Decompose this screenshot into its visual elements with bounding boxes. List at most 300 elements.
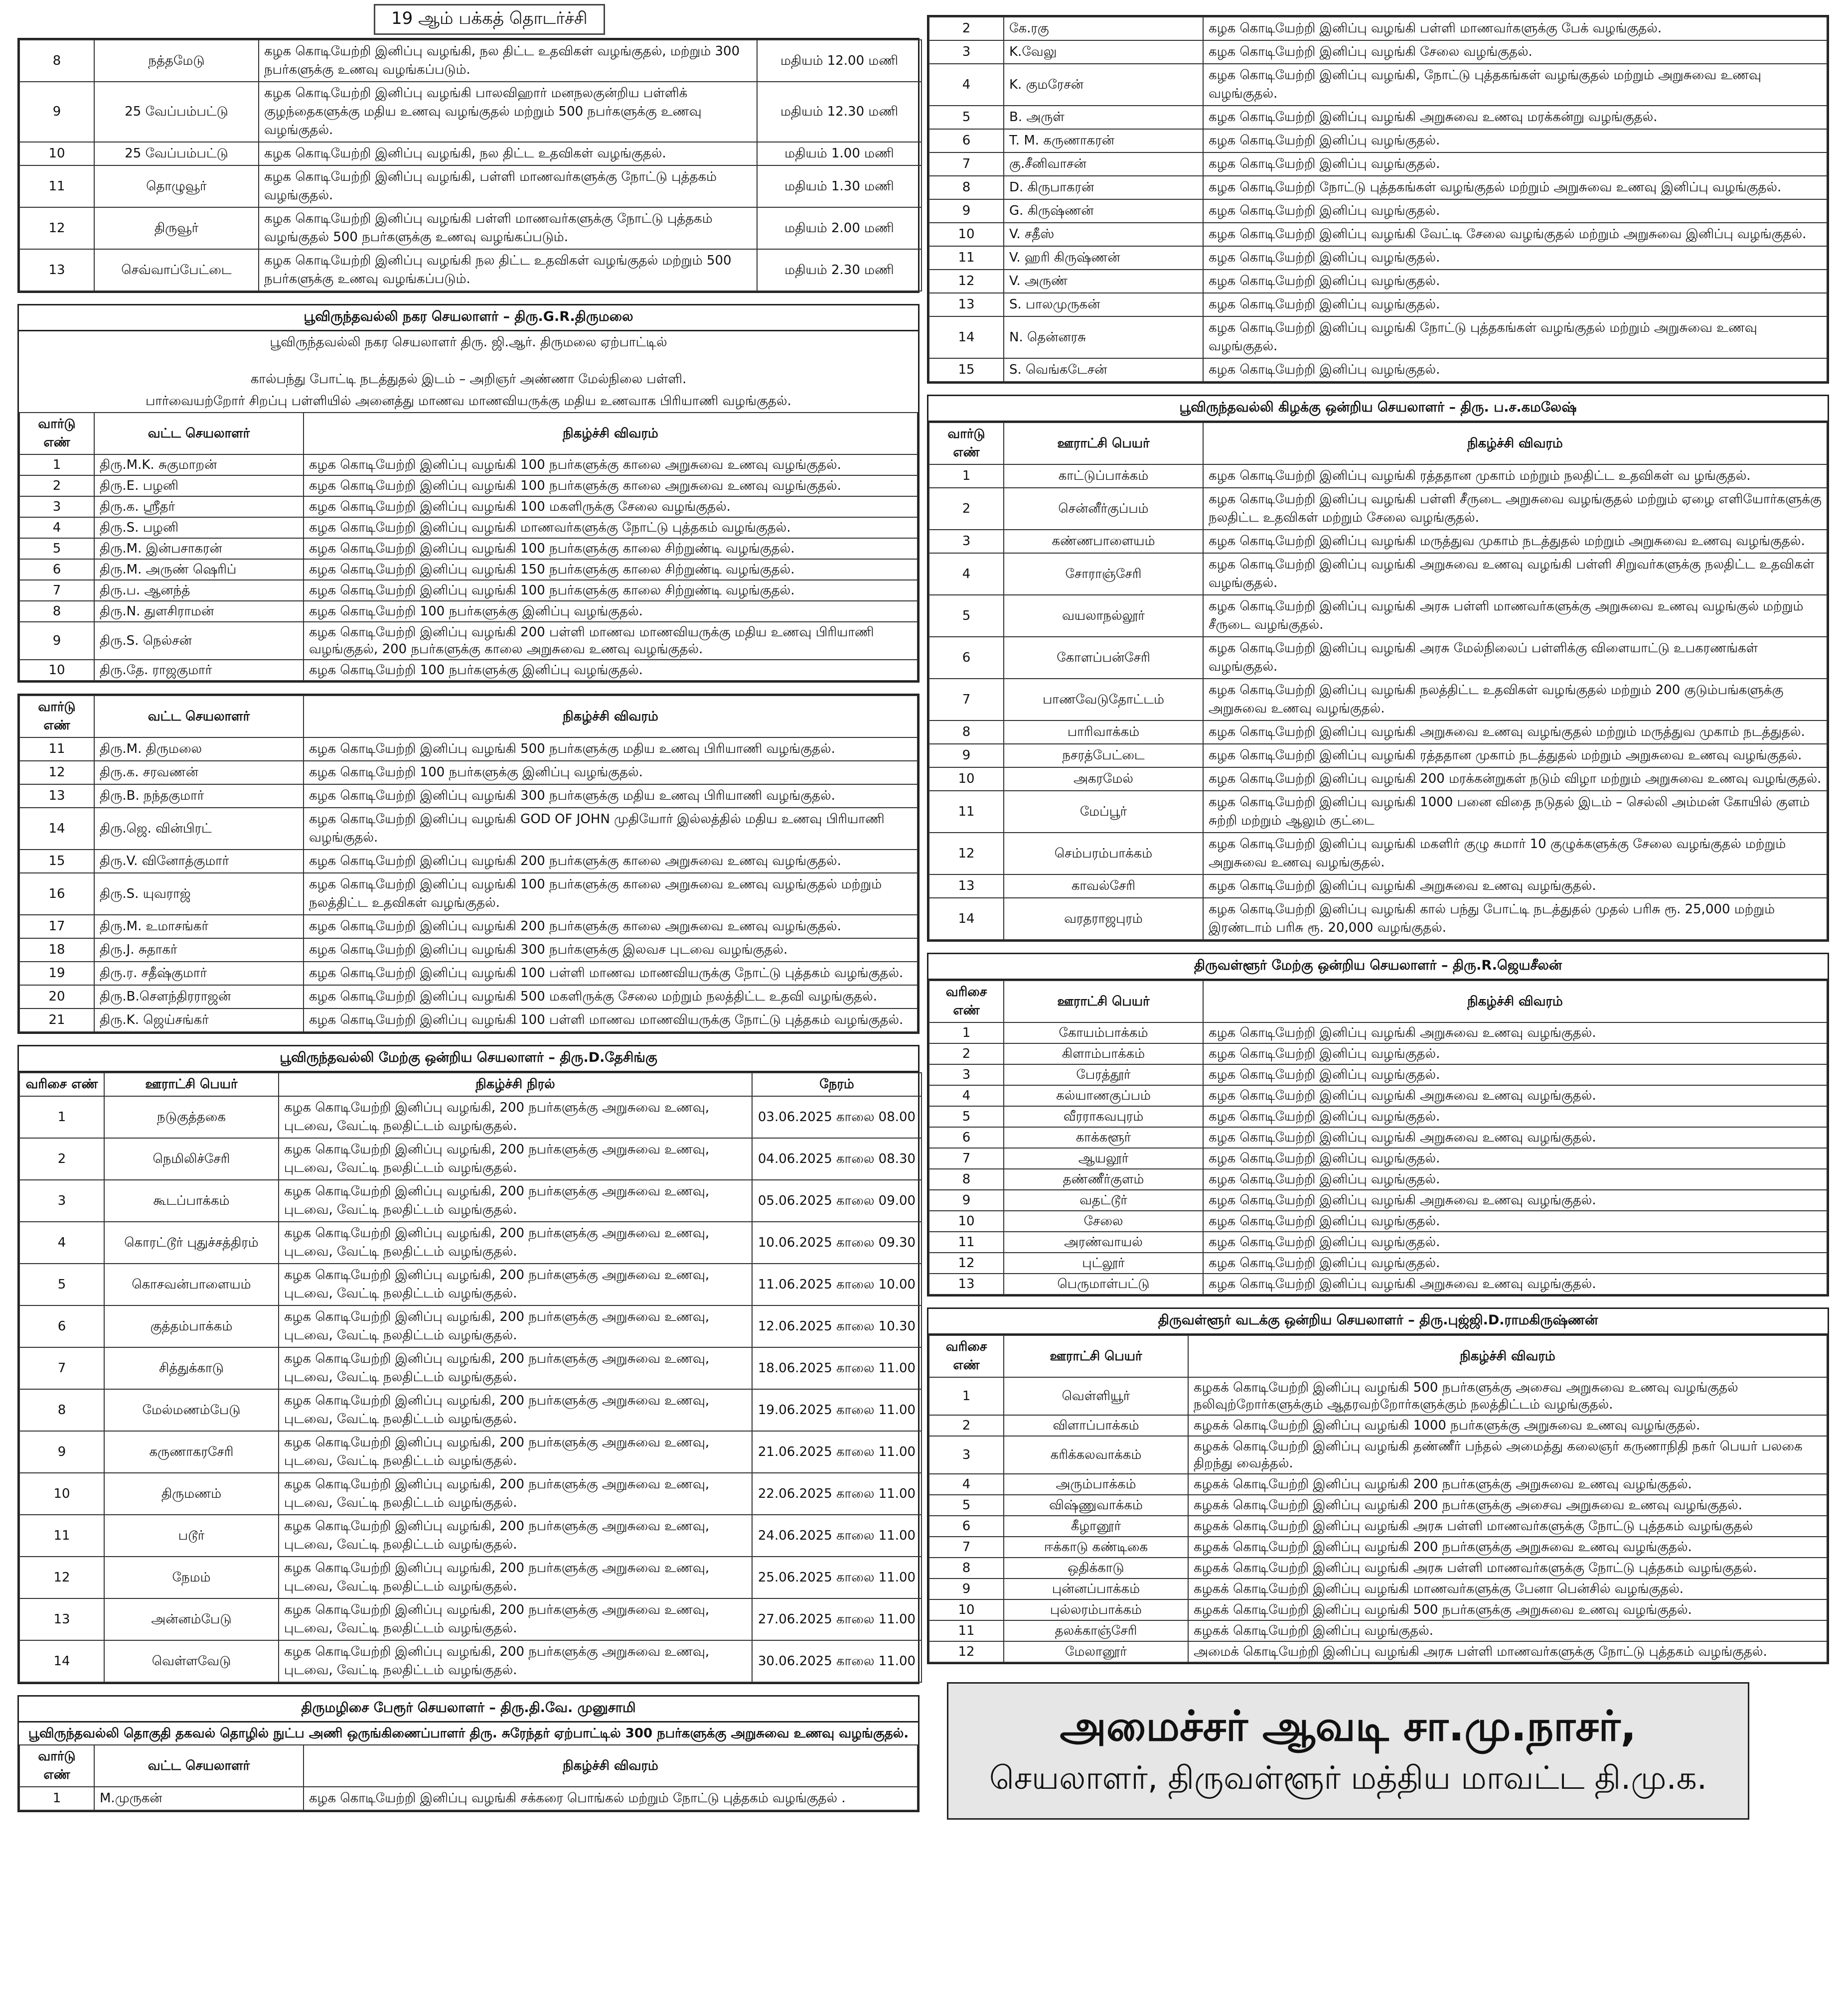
table-cell: 7 — [19, 1347, 104, 1389]
table-cell: 10 — [929, 1211, 1004, 1232]
table-cell: வெள்ளியூர் — [1004, 1377, 1188, 1415]
table-cell: கழக கொடியேற்றி இனிப்பு வழங்கி 300 நபர்களுக்கு இலவச புடவை வழங்குதல். — [304, 938, 918, 962]
table-cell: S. பாலமுருகன் — [1004, 293, 1203, 316]
table-cell: திரு.ப. ஆனந்த் — [94, 580, 304, 601]
table-row — [929, 17, 1827, 40]
table-cell: 5 — [929, 1106, 1004, 1127]
table-cell: 4 — [19, 1222, 104, 1264]
table-row — [929, 1415, 1827, 1436]
table-cell: 2 — [929, 1415, 1004, 1436]
col-header: ஊராட்சி பெயர் — [1004, 981, 1203, 1022]
table-cell: கழக கொடியேற்றி இனிப்பு வழங்கி ரத்ததான முகாம் நடத்துதல் மற்றும் அறுசுவை உணவு வழங்குதல். — [1203, 744, 1827, 767]
table-row — [929, 270, 1827, 293]
table-cell: திரு.E. பழனி — [94, 475, 304, 496]
table-cell: திருமணம் — [104, 1473, 279, 1515]
table-row — [929, 223, 1827, 246]
table-cell: திரு.ஜெ. வின்பிரட் — [94, 808, 304, 850]
table-cell: 11 — [19, 737, 94, 761]
col-header: வரிசை எண் — [19, 1073, 104, 1096]
table-cell: கழக கொடியேற்றி இனிப்பு வழங்கி 100 நபர்களுக்கு காலை அறுசுவை உணவு வழங்குதல். — [304, 475, 918, 496]
table-cell: 4 — [929, 1085, 1004, 1106]
table-row — [929, 744, 1827, 767]
table-cell: 8 — [929, 720, 1004, 744]
table-cell: கழக கொடியேற்றி இனிப்பு வழங்கி, 200 நபர்களுக்கு அறுசுவை உணவு, புடவை, வேட்டி நலதிட்டம் வழங்குதல். — [279, 1180, 752, 1222]
table-cell: 10 — [929, 767, 1004, 791]
table-cell: 8 — [929, 176, 1004, 199]
table-cell: கழக கொடியேற்றி இனிப்பு வழங்குதல். — [1203, 1064, 1827, 1085]
table-cell: 4 — [929, 64, 1004, 106]
table-cell: கிளாம்பாக்கம் — [1004, 1043, 1203, 1064]
table-cell: மேப்பூர் — [1004, 791, 1203, 833]
table-row — [929, 1558, 1827, 1579]
table-cell: திரு.S. நெல்சன் — [94, 622, 304, 660]
table-cell: 25 வேப்பம்பட்டு — [94, 82, 259, 142]
table-row — [929, 152, 1827, 176]
table-row — [19, 622, 918, 660]
table-cell: 1 — [929, 1022, 1004, 1043]
table-cell: கழக கொடியேற்றி இனிப்பு வழங்கி 500 மகளிருக்கு சேலை மற்றும் நலத்திட்ட உதவி வழங்குதல். — [304, 985, 918, 1008]
table-cell: கண்ணபாளையம் — [1004, 530, 1203, 553]
table-cell: கரிக்கலவாக்கம் — [1004, 1436, 1188, 1474]
table-cell: 6 — [929, 129, 1004, 152]
section-title: பூவிருந்தவல்லி மேற்கு ஒன்றிய செயலாளர் – திரு.D.தேசிங்கு — [19, 1046, 918, 1072]
table-7 — [928, 980, 1828, 1295]
section-note: பார்வையற்றோர் சிறப்பு பள்ளியில் அனைத்து மாணவ மாணவியருக்கு மதிய உணவாக பிரியாணி வழங்குதல். — [146, 394, 791, 409]
table-cell: 12.06.2025 காலை 10.30 — [752, 1305, 922, 1347]
table-cell: வெள்ளவேடு — [104, 1640, 279, 1682]
table-cell: 10 — [929, 223, 1004, 246]
table-cell: கழக கொடியேற்றி இனிப்பு வழங்கி, 200 நபர்களுக்கு அறுசுவை உணவு, புடவை, வேட்டி நலதிட்டம் வழங்குதல். — [279, 1264, 752, 1305]
table-cell: 3 — [929, 530, 1004, 553]
table-row — [19, 454, 918, 475]
table-cell: 6 — [19, 1305, 104, 1347]
table-cell: காவல்சேரி — [1004, 874, 1203, 898]
table-row — [19, 784, 918, 808]
table-cell: திரு.B.சௌந்திரராஜன் — [94, 985, 304, 1008]
table-cell: கழகக் கொடியேற்றி இனிப்பு வழங்கி அரசு பள்ளி மாணவர்களுக்கு நோட்டு புத்தகம் வழங்குதல் — [1188, 1516, 1827, 1537]
table-cell: கழகக் கொடியேற்றி இனிப்பு வழங்கி 500 நபர்களுக்கு அறுசுவை உணவு வழங்குதல். — [1188, 1599, 1827, 1620]
table-cell: கழக கொடியேற்றி இனிப்பு வழங்கி பாலவிஹார் மனநலகுன்றிய பள்ளிக் குழந்தைகளுக்கு மதிய உணவு வழங்குதல் மற்றும் 500 நபர்களுக்கு உணவு வழங்குதல். — [259, 82, 757, 142]
table-cell: V. ஹரி கிருஷ்ணன் — [1004, 246, 1203, 270]
table-row — [19, 1598, 922, 1640]
table-row — [19, 1347, 922, 1389]
table-row — [929, 1253, 1827, 1274]
col-header: நிகழ்ச்சி விவரம் — [304, 696, 918, 737]
table-cell: 3 — [929, 40, 1004, 64]
table-row — [19, 1008, 918, 1032]
table-cell: 4 — [19, 517, 94, 538]
table-cell: மேல்மணம்பேடு — [104, 1389, 279, 1431]
table-cell: கழக கொடியேற்றி இனிப்பு வழங்கி மகளிர் குழு சுமார் 10 குழுக்களுக்கு சேலை வழங்குதல் மற்றும் அறுசுவை உணவு வழங்குதல். — [1203, 833, 1827, 874]
table-cell: கழகக் கொடியேற்றி இனிப்பு வழங்கி 1000 நபர்களுக்கு அறுசுவை உணவு வழங்குதல். — [1188, 1415, 1827, 1436]
table-cell: கழக கொடியேற்றி இனிப்பு வழங்குதல். — [1203, 1232, 1827, 1253]
table-row — [929, 1148, 1827, 1169]
table-6 — [928, 422, 1828, 940]
table-cell: கழக கொடியேற்றி இனிப்பு வழங்கி வேட்டி சேலை வழங்குதல் மற்றும் அறுசுவை இனிப்பு வழங்குதல். — [1203, 223, 1827, 246]
table-cell: கழகக் கொடியேற்றி இனிப்பு வழங்கி தண்ணீர் பந்தல் அமைத்து கலைஞர் கருணாநிதி நகர் பெயர் பலகை திறந்து வைத்தல். — [1188, 1436, 1827, 1474]
table-row — [19, 1222, 922, 1264]
table-row — [19, 538, 918, 559]
table-cell: கழக கொடியேற்றி இனிப்பு வழங்கி 500 நபர்களுக்கு மதிய உணவு பிரியாணி வழங்குதல். — [304, 737, 918, 761]
table-cell: 14 — [929, 316, 1004, 358]
section-note: பூவிருந்தவல்லி நகர செயலாளர் திரு. ஜி.ஆர். திருமலை ஏற்பாட்டில் — [270, 335, 667, 350]
section-note: பூவிருந்தவல்லி தொகுதி தகவல் தொழில் நுட்ப அணி ஒருங்கிணைப்பாளர் திரு. சுரேந்தர் ஏற்பாட்டில் 300 நபர்களுக்கு அறுசுவை உணவு வழங்குதல். — [28, 1726, 909, 1741]
minister-name: அமைச்சர் ஆவடி சா.மு.நாசர், — [1060, 1702, 1637, 1750]
table-cell: மதியம் 12.00 மணி — [757, 40, 922, 82]
table-row — [19, 559, 918, 580]
table-row — [19, 962, 918, 985]
table-cell: 9 — [929, 1579, 1004, 1599]
table-row — [929, 358, 1827, 382]
table-cell: கழக கொடியேற்றி இனிப்பு வழங்கி, 200 நபர்களுக்கு அறுசுவை உணவு, புடவை, வேட்டி நலதிட்டம் வழங்குதல். — [279, 1431, 752, 1473]
table-cell: 10 — [19, 142, 94, 165]
table-cell: 11.06.2025 காலை 10.00 — [752, 1264, 922, 1305]
table-cell: 15 — [929, 358, 1004, 382]
table-cell: கழகக் கொடியேற்றி இனிப்பு வழங்கி 200 நபர்களுக்கு அறுசுவை உணவு வழங்குதல். — [1188, 1474, 1827, 1495]
table-cell: 9 — [19, 1431, 104, 1473]
table-cell: திரு.S. பழனி — [94, 517, 304, 538]
table-cell: நடுகுத்தகை — [104, 1096, 279, 1138]
table-row — [929, 464, 1827, 488]
table-cell: கு.சீனிவாசன் — [1004, 152, 1203, 176]
table-row — [19, 580, 918, 601]
table-cell: 21 — [19, 1008, 94, 1032]
table-cell: கழக கொடியேற்றி 100 நபர்களுக்கு இனிப்பு வழங்குதல். — [304, 601, 918, 622]
col-header: வட்ட செயலாளர் — [94, 1745, 304, 1787]
table-cell: புட்லூர் — [1004, 1253, 1203, 1274]
table-cell: 8 — [19, 40, 94, 82]
table-cell: 6 — [929, 637, 1004, 679]
table-cell: 2 — [929, 1043, 1004, 1064]
table-row — [929, 1190, 1827, 1211]
table-cell: கோளப்பன்சேரி — [1004, 637, 1203, 679]
table-cell: கழக கொடியேற்றி இனிப்பு வழங்குதல். — [1203, 199, 1827, 223]
table-cell: சேலை — [1004, 1211, 1203, 1232]
designation: செயலாளர், திருவள்ளூர் மத்திய மாவட்ட தி.மு.க. — [989, 1760, 1707, 1797]
table-cell: கழக கொடியேற்றி இனிப்பு வழங்குதல். — [1203, 1106, 1827, 1127]
col-header: ஊராட்சி பெயர் — [1004, 1335, 1188, 1377]
table-row — [929, 106, 1827, 129]
table-cell: கழக கொடியேற்றி இனிப்பு வழங்கி 100 நபர்களுக்கு காலை அறுசுவை உணவு வழங்குதல் மற்றும் நலத்திட்ட உதவிகள் வழங்குதல். — [304, 873, 918, 915]
table-cell: 10 — [19, 1473, 104, 1515]
table-cell: வதட்டூர் — [1004, 1190, 1203, 1211]
table-cell: V. சதீஸ் — [1004, 223, 1203, 246]
table-cell: 1 — [929, 464, 1004, 488]
table-cell: கழக கொடியேற்றி இனிப்பு வழங்கி 100 பள்ளி மாணவ மாணவியருக்கு நோட்டு புத்தகம் வழங்குதல். — [304, 962, 918, 985]
table-cell: கழக கொடியேற்றி இனிப்பு வழங்கி, 200 நபர்களுக்கு அறுசுவை உணவு, புடவை, வேட்டி நலதிட்டம் வழங்குதல். — [279, 1305, 752, 1347]
table-cell: கழக கொடியேற்றி இனிப்பு வழங்கி அறுசுவை உணவு வழங்குதல். — [1203, 1085, 1827, 1106]
col-header: நிகழ்ச்சி விவரம் — [304, 413, 918, 454]
table-cell: கழக கொடியேற்றி இனிப்பு வழங்கி 100 நபர்களுக்கு காலை சிற்றுண்டி வழங்குதல். — [304, 580, 918, 601]
table-cell: 13 — [19, 784, 94, 808]
table-3 — [19, 1072, 922, 1683]
table-cell: 12 — [19, 1557, 104, 1598]
table-cell: 11 — [19, 1515, 104, 1557]
table-cell: திரு.க. ஸ்ரீதர் — [94, 496, 304, 517]
col-header: ஊராட்சி பெயர் — [104, 1073, 279, 1096]
table-cell: கழக கொடியேற்றி இனிப்பு வழங்கி சேலை வழங்குதல். — [1203, 40, 1827, 64]
table-cell: 11 — [929, 1620, 1004, 1641]
table-cell: 5 — [929, 106, 1004, 129]
table-cell: கல்யாணகுப்பம் — [1004, 1085, 1203, 1106]
table-cell: கழக கொடியேற்றி இனிப்பு வழங்குதல். — [1203, 129, 1827, 152]
table-cell: மதியம் 2.00 மணி — [757, 207, 922, 249]
table-cell: திருவூர் — [94, 207, 259, 249]
table-row — [19, 1264, 922, 1305]
table-cell: குத்தம்பாக்கம் — [104, 1305, 279, 1347]
table-cell: பெருமாள்பட்டு — [1004, 1274, 1203, 1295]
continuation-tag: 19 ஆம் பக்கத் தொடர்ச்சி — [374, 4, 605, 35]
table-cell: செம்பரம்பாக்கம் — [1004, 833, 1203, 874]
table-cell: பாணவேடுதோட்டம் — [1004, 679, 1203, 720]
table-cell: கழக கொடியேற்றி இனிப்பு வழங்கி 150 நபர்களுக்கு காலை சிற்றுண்டி வழங்குதல். — [304, 559, 918, 580]
table-cell: கழக கொடியேற்றி இனிப்பு வழங்குதல். — [1203, 1211, 1827, 1232]
table-cell: 3 — [19, 496, 94, 517]
table-cell: 4 — [929, 553, 1004, 595]
table-block-8 — [927, 1307, 1829, 1664]
table-cell: கழக கொடியேற்றி இனிப்பு வழங்கி, நல திட்ட உதவிகள் வழங்குதல். — [259, 142, 757, 165]
table-row — [19, 1431, 922, 1473]
table-cell: கழக கொடியேற்றி இனிப்பு வழங்கி அறுசுவை உணவு வழங்குதல். — [1203, 1127, 1827, 1148]
table-row — [19, 873, 918, 915]
col-header: ஊராட்சி பெயர் — [1004, 423, 1203, 464]
table-row — [929, 1169, 1827, 1190]
table-cell: திரு.V. வினோத்குமார் — [94, 850, 304, 873]
col-header: நிகழ்ச்சி விவரம் — [1203, 981, 1827, 1022]
table-cell: கழகக் கொடியேற்றி இனிப்பு வழங்கி 200 நபர்களுக்கு அறுசுவை உணவு வழங்குதல். — [1188, 1537, 1827, 1558]
table-cell: 3 — [929, 1436, 1004, 1474]
table-cell: கழக கொடியேற்றி இனிப்பு வழங்கி, 200 நபர்களுக்கு அறுசுவை உணவு, புடவை, வேட்டி நலதிட்டம் வழங்குதல். — [279, 1473, 752, 1515]
table-row — [19, 40, 922, 82]
table-cell: 5 — [929, 1495, 1004, 1516]
table-row — [929, 1232, 1827, 1253]
table-row — [19, 1305, 922, 1347]
table-cell: 13 — [19, 1598, 104, 1640]
table-cell: கழக கொடியேற்றி இனிப்பு வழங்கி 100 நபர்களுக்கு காலை சிற்றுண்டி வழங்குதல். — [304, 538, 918, 559]
table-cell: திரு.M. திருமலை — [94, 737, 304, 761]
table-cell: 22.06.2025 காலை 11.00 — [752, 1473, 922, 1515]
table-cell: கழக கொடியேற்றி இனிப்பு வழங்குதல். — [1203, 1169, 1827, 1190]
table-cell: திரு.B. நந்தகுமார் — [94, 784, 304, 808]
table-row — [19, 1180, 922, 1222]
table-cell: அரும்பாக்கம் — [1004, 1474, 1188, 1495]
table-cell: நசரத்பேட்டை — [1004, 744, 1203, 767]
table-cell: 25 வேப்பம்பட்டு — [94, 142, 259, 165]
table-block-1 — [17, 304, 920, 683]
table-cell: 5 — [19, 538, 94, 559]
table-cell: திரு.N. துளசிராமன் — [94, 601, 304, 622]
col-header: வட்ட செயலாளர் — [94, 413, 304, 454]
table-cell: கருணாகரசேரி — [104, 1431, 279, 1473]
table-cell: 27.06.2025 காலை 11.00 — [752, 1598, 922, 1640]
table-cell: தண்ணீர்குளம் — [1004, 1169, 1203, 1190]
table-cell: 1 — [19, 1787, 94, 1810]
table-row — [929, 1043, 1827, 1064]
table-cell: கீழானூர் — [1004, 1516, 1188, 1537]
table-cell: 13 — [929, 874, 1004, 898]
table-cell: 10.06.2025 காலை 09.30 — [752, 1222, 922, 1264]
table-row — [19, 1096, 922, 1138]
table-row — [19, 1515, 922, 1557]
table-cell: 05.06.2025 காலை 09.00 — [752, 1180, 922, 1222]
table-row — [929, 1516, 1827, 1537]
table-cell: 04.06.2025 காலை 08.30 — [752, 1138, 922, 1180]
table-cell: 3 — [929, 1064, 1004, 1085]
table-cell: 12 — [929, 1641, 1004, 1662]
table-row — [929, 129, 1827, 152]
table-cell: 3 — [19, 1180, 104, 1222]
table-row — [19, 142, 922, 165]
table-2 — [19, 695, 918, 1032]
table-row — [19, 249, 922, 291]
table-cell: கழக கொடியேற்றி இனிப்பு வழங்கி 200 நபர்களுக்கு காலை அறுசுவை உணவு வழங்குதல். — [304, 850, 918, 873]
table-cell: மதியம் 12.30 மணி — [757, 82, 922, 142]
table-cell: 2 — [19, 1138, 104, 1180]
table-cell: 13 — [929, 293, 1004, 316]
signature-box — [947, 1682, 1749, 1820]
table-row — [929, 833, 1827, 874]
table-row — [19, 601, 918, 622]
section-title: திருவள்ளூர் வடக்கு ஒன்றிய செயலாளர் – திரு.புஜ்ஜி.D.ராமகிருஷ்ணன் — [928, 1309, 1828, 1335]
table-cell: கழக கொடியேற்றி இனிப்பு வழங்குதல். — [1203, 270, 1827, 293]
table-row — [929, 553, 1827, 595]
table-cell: 9 — [19, 622, 94, 660]
table-row — [929, 898, 1827, 940]
table-cell: ஆயலூர் — [1004, 1148, 1203, 1169]
table-cell: கழக கொடியேற்றி 100 நபர்களுக்கு இனிப்பு வழங்குதல். — [304, 660, 918, 681]
table-cell: 7 — [929, 679, 1004, 720]
table-cell: K. குமரேசன் — [1004, 64, 1203, 106]
table-cell: 2 — [929, 17, 1004, 40]
table-cell: வரதராஜபுரம் — [1004, 898, 1203, 940]
table-cell: கொசவன்பாளையம் — [104, 1264, 279, 1305]
section-note: கால்பந்து போட்டி நடத்துதல் இடம் – அறிஞர் அண்ணா மேல்நிலை பள்ளி. — [250, 372, 687, 387]
table-row — [929, 874, 1827, 898]
table-cell: 6 — [929, 1516, 1004, 1537]
table-cell: கழக கொடியேற்றி இனிப்பு வழங்கி அறுசுவை உணவு வழங்குதல். — [1203, 1190, 1827, 1211]
table-cell: ஈக்காடு கண்டிகை — [1004, 1537, 1188, 1558]
table-row — [929, 1620, 1827, 1641]
table-cell: கழக கொடியேற்றி இனிப்பு வழங்கி 200 நபர்களுக்கு காலை அறுசுவை உணவு வழங்குதல். — [304, 915, 918, 938]
table-row — [929, 1022, 1827, 1043]
table-cell: 6 — [19, 559, 94, 580]
table-cell: கழக கொடியேற்றி இனிப்பு வழங்கி, 200 நபர்களுக்கு அறுசுவை உணவு, புடவை, வேட்டி நலதிட்டம் வழங்குதல். — [279, 1138, 752, 1180]
table-cell: கழக கொடியேற்றி இனிப்பு வழங்கி கால் பந்து போட்டி நடத்துதல் முதல் பரிசு ரூ. 25,000 மற்றும் இரண்டாம் பரிசு ரூ. 20,000 வழங்குதல். — [1203, 898, 1827, 940]
table-row — [929, 1127, 1827, 1148]
col-header: வார்டு எண் — [19, 413, 94, 454]
table-cell: கழக கொடியேற்றி இனிப்பு வழங்கி, 200 நபர்களுக்கு அறுசுவை உணவு, புடவை, வேட்டி நலதிட்டம் வழங்குதல். — [279, 1515, 752, 1557]
table-row — [929, 595, 1827, 637]
table-cell: கழக கொடியேற்றி இனிப்பு வழங்கி அறுசுவை உணவு வழங்குதல். — [1203, 1022, 1827, 1043]
table-row — [929, 1436, 1827, 1474]
table-cell: 17 — [19, 915, 94, 938]
table-cell: கழகக் கொடியேற்றி இனிப்பு வழங்குதல். — [1188, 1620, 1827, 1641]
table-row — [19, 475, 918, 496]
table-cell: 8 — [929, 1169, 1004, 1190]
table-cell: மதியம் 1.30 மணி — [757, 165, 922, 207]
table-cell: கழக கொடியேற்றி இனிப்பு வழங்குதல். — [1203, 293, 1827, 316]
table-cell: கழக கொடியேற்றி இனிப்பு வழங்கி அறுசுவை உணவு வழங்குதல். — [1203, 1274, 1827, 1295]
table-cell: 5 — [929, 595, 1004, 637]
table-cell: 7 — [929, 1537, 1004, 1558]
table-block-4 — [17, 1695, 920, 1812]
table-row — [19, 165, 922, 207]
table-1 — [19, 412, 918, 681]
table-cell: T. M. கருணாகரன் — [1004, 129, 1203, 152]
section-title: பூவிருந்தவல்லி நகர செயலாளர் – திரு.G.R.திருமலை — [19, 305, 918, 331]
table-cell: கழக கொடியேற்றி இனிப்பு வழங்குதல். — [1203, 1148, 1827, 1169]
table-block-3 — [17, 1045, 920, 1684]
table-cell: 8 — [19, 1389, 104, 1431]
table-cell: V. அருண் — [1004, 270, 1203, 293]
table-row — [929, 1377, 1827, 1415]
table-cell: பேரத்தூர் — [1004, 1064, 1203, 1085]
table-row — [19, 985, 918, 1008]
table-row — [929, 1085, 1827, 1106]
table-cell: கழக கொடியேற்றி இனிப்பு வழங்கி அறுசுவை உணவு வழங்குதல் மற்றும் மருத்துவ முகாம் நடத்துதல். — [1203, 720, 1827, 744]
table-row — [929, 1641, 1827, 1662]
table-cell: 25.06.2025 காலை 11.00 — [752, 1557, 922, 1598]
table-cell: கழக கொடியேற்றி இனிப்பு வழங்கி 200 பள்ளி மாணவ மாணவியருக்கு மதிய உணவு பிரியாணி வழங்குதல், 200 நபர்களுக்கு காலை அறுசுவை உணவு வழங்குதல். — [304, 622, 918, 660]
table-cell: 18.06.2025 காலை 11.00 — [752, 1347, 922, 1389]
table-cell: கழக கொடியேற்றி இனிப்பு வழங்கி ரத்ததான முகாம் மற்றும் நலதிட்ட உதவிகள் வ ழங்குதல். — [1203, 464, 1827, 488]
table-cell: 15 — [19, 850, 94, 873]
table-cell: கழக கொடியேற்றி இனிப்பு வழங்கி 200 மரக்கன்றுகள் நடும் விழா மற்றும் அறுசுவை உணவு வழங்குதல். — [1203, 767, 1827, 791]
table-cell: தொழுவூர் — [94, 165, 259, 207]
table-cell: 8 — [929, 1558, 1004, 1579]
table-cell: சென்னீர்குப்பம் — [1004, 488, 1203, 530]
table-cell: 11 — [929, 791, 1004, 833]
table-cell: காக்களூர் — [1004, 1127, 1203, 1148]
table-cell: 2 — [19, 475, 94, 496]
table-cell: 19.06.2025 காலை 11.00 — [752, 1389, 922, 1431]
table-cell: படூர் — [104, 1515, 279, 1557]
table-cell: கழக கொடியேற்றி இனிப்பு வழங்கி பள்ளி மாணவர்களுக்கு பேக் வழங்குதல். — [1203, 17, 1827, 40]
table-row — [929, 488, 1827, 530]
table-cell: 12 — [19, 761, 94, 784]
table-cell: கழக கொடியேற்றி இனிப்பு வழங்கி சக்கரை பொங்கல் மற்றும் நோட்டு புத்தகம் வழங்குதல் . — [304, 1787, 918, 1810]
table-cell: 12 — [929, 1253, 1004, 1274]
table-cell: 12 — [19, 207, 94, 249]
table-cell: 7 — [19, 580, 94, 601]
table-row — [19, 850, 918, 873]
section-title: பூவிருந்தவல்லி கிழக்கு ஒன்றிய செயலாளர் – திரு. ப.ச.கமலேஷ் — [928, 396, 1828, 422]
table-cell: 11 — [929, 246, 1004, 270]
table-cell: கே.ரகு — [1004, 17, 1203, 40]
table-row — [19, 1473, 922, 1515]
table-cell: கழக கொடியேற்றி இனிப்பு வழங்கி பள்ளி மாணவர்களுக்கு நோட்டு புத்தகம் வழங்குதல் 500 நபர்களுக்கு உணவு வழங்கப்படும். — [259, 207, 757, 249]
table-row — [929, 1274, 1827, 1295]
table-cell: காட்டுப்பாக்கம் — [1004, 464, 1203, 488]
col-header: நேரம் — [752, 1073, 922, 1096]
table-row — [19, 915, 918, 938]
table-cell: கழக கொடியேற்றி இனிப்பு வழங்கி, 200 நபர்களுக்கு அறுசுவை உணவு, புடவை, வேட்டி நலதிட்டம் வழங்குதல். — [279, 1640, 752, 1682]
table-cell: 12 — [929, 833, 1004, 874]
table-cell: கழக கொடியேற்றி நோட்டு புத்தகங்கள் வழங்குதல் மற்றும் அறுசுவை உணவு இனிப்பு வழங்குதல். — [1203, 176, 1827, 199]
table-cell: சோராஞ்சேரி — [1004, 553, 1203, 595]
table-cell: செவ்வாப்பேட்டை — [94, 249, 259, 291]
table-cell: மேலானூர் — [1004, 1641, 1188, 1662]
col-header: வார்டு எண் — [19, 696, 94, 737]
table-row — [929, 64, 1827, 106]
table-cell: கழகக் கொடியேற்றி இனிப்பு வழங்கி அரசு பள்ளி மாணவர்களுக்கு நோட்டு புத்தகம் வழங்குதல். — [1188, 1558, 1827, 1579]
col-header: நிகழ்ச்சி நிரல் — [279, 1073, 752, 1096]
col-header: நிகழ்ச்சி விவரம் — [1188, 1335, 1827, 1377]
table-cell: கழக கொடியேற்றி இனிப்பு வழங்கி 100 பள்ளி மாணவ மாணவியருக்கு நோட்டு புத்தகம் வழங்குதல். — [304, 1008, 918, 1032]
table-row — [929, 246, 1827, 270]
table-cell: N. தென்னரசு — [1004, 316, 1203, 358]
table-row — [19, 660, 918, 681]
